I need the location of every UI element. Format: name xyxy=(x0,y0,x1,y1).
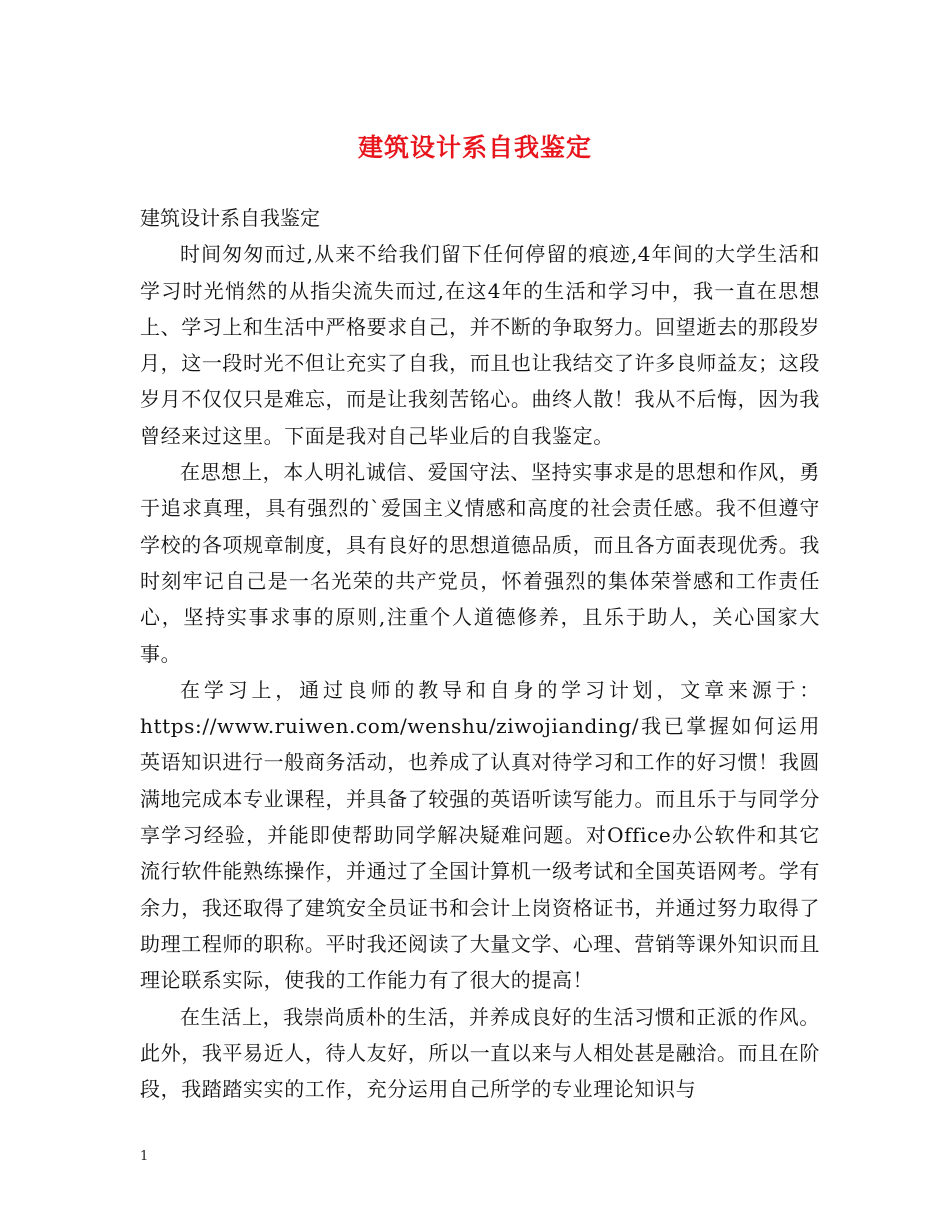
document-title: 建筑设计系自我鉴定 xyxy=(357,133,592,162)
paragraph-life: 在生活上，我崇尚质朴的生活，并养成良好的生活习惯和正派的作风。此外，我平易近人，待人友好，所以一直以来与人相处甚是融洽。而且在阶段，我踏踏实实的工作，充分运用自己所学的专业理论知识与 xyxy=(140,1004,820,1102)
paragraph-ideology: 在思想上，本人明礼诚信、爱国守法、坚持实事求是的思想和作风，勇于追求真理，具有强烈的`爱国主义情感和高度的社会责任感。我不但遵守学校的各项规章制度，具有良好的思想道德品质，而且各方面表现优秀。我时刻牢记自己是一名光荣的共产党员，怀着强烈的集体荣誉感和工作责任心，坚持实事求事的原则,注重个人道德修养，且乐于助人，关心国家大事。 xyxy=(140,460,820,666)
paragraph-study: 在学习上，通过良师的教导和自身的学习计划，文章来源于：https://www.ruiwen.com/wenshu/ziwojianding/我已掌握如何运用英语知识进行一般商务活动，也养成了认真对待学习和工作的好习惯！我圆满地完成本专业课程，并具备了较强的英语听读写能力。而且乐于与同学分享学习经验，并能即使帮助同学解决疑难问题。对Office办公软件和其它流行软件能熟练操作，并通过了全国计算机一级考试和全国英语网考。学有余力，我还取得了建筑安全员证书和会计上岗资格证书，并通过努力取得了助理工程师的职称。平时我还阅读了大量文学、心理、营销等课外知识而且理论联系实际，使我的工作能力有了很大的提高！ xyxy=(140,677,820,993)
paragraph-intro: 时间匆匆而过,从来不给我们留下任何停留的痕迹,4年间的大学生活和学习时光悄然的从指尖流失而过,在这4年的生活和学习中，我一直在思想上、学习上和生活中严格要求自己，并不断的争取努力。回望逝去的那段岁月，这一段时光不但让充实了自我，而且也让我结交了许多良师益友；这段岁月不仅仅只是难忘，而是让我刻苦铭心。曲终人散！我从不后悔，因为我曾经来过这里。下面是我对自己毕业后的自我鉴定。 xyxy=(140,242,820,448)
page-number: 1 xyxy=(140,1149,149,1164)
document-subtitle: 建筑设计系自我鉴定 xyxy=(140,206,320,230)
document-body xyxy=(140,200,820,1107)
